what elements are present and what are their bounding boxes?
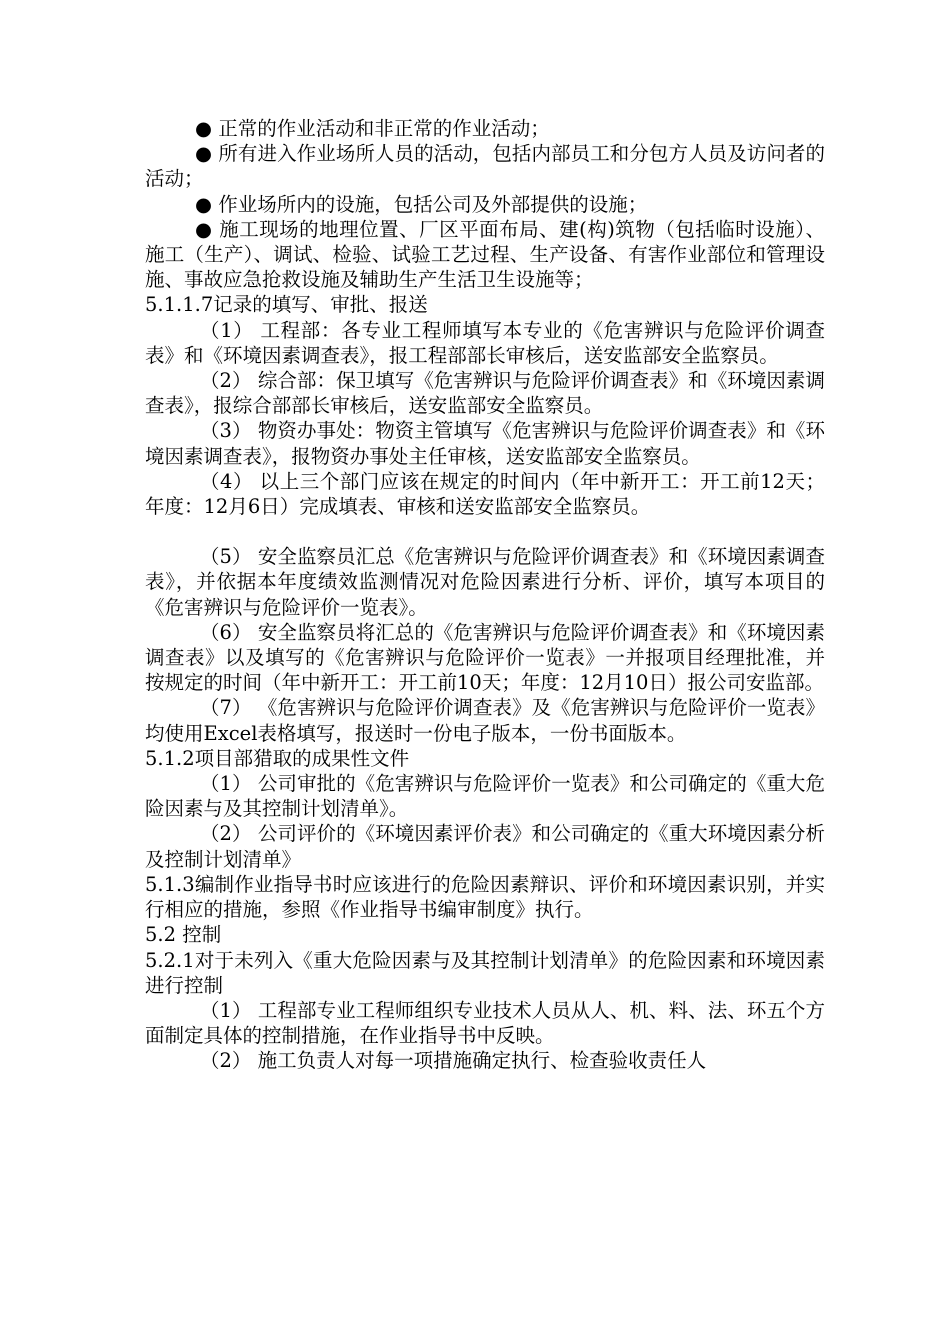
document-body — [145, 116, 825, 1074]
numbered-paragraph: （7） 《危害辨识与危险评价调查表》及《危害辨识与危险评价一览表》均使用Excel表格填写，报送时一份电子版本，一份书面版本。 — [145, 696, 825, 745]
numbered-paragraph: （1） 工程部：各专业工程师填写本专业的《危害辨识与危险评价调查表》和《环境因素调查表》，报工程部部长审核后，送安监部安全监察员。 — [145, 318, 825, 367]
bullet-paragraph: ● 施工现场的地理位置、厂区平面布局、建(构)筑物（包括临时设施）、施工（生产）、调试、检验、试验工艺过程、生产设备、有害作业部位和管理设施、事故应急抢救设施及辅助生产生活卫生设施等； — [145, 217, 825, 292]
bullet-paragraph: ● 所有进入作业场所人员的活动，包括内部员工和分包方人员及访问者的活动； — [145, 142, 825, 191]
bullet-paragraph: ● 作业场所内的设施，包括公司及外部提供的设施； — [195, 192, 648, 216]
numbered-paragraph: （6） 安全监察员将汇总的《危害辨识与危险评价调查表》和《环境因素调查表》以及填写的《危害辨识与危险评价一览表》一并报项目经理批准，并按规定的时间（年中新开工：开工前10天；年度：12月10日）报公司安监部。 — [145, 620, 825, 695]
section-heading: 5.1.1.7记录的填写、审批、报送 — [145, 293, 428, 317]
numbered-paragraph: （1） 工程部专业工程师组织专业技术人员从人、机、料、法、环五个方面制定具体的控制措施，在作业指导书中反映。 — [145, 998, 825, 1048]
section-heading: 5.1.2项目部猎取的成果性文件 — [145, 746, 410, 770]
section-heading: 5.2 控制 — [145, 923, 222, 947]
numbered-paragraph: （3） 物资办事处：物资主管填写《危害辨识与危险评价调查表》和《环境因素调查表》，报物资办事处主任审核，送安监部安全监察员。 — [145, 419, 825, 468]
numbered-paragraph: （2） 施工负责人对每一项措施确定执行、检查验收责任人 — [200, 1049, 707, 1073]
section-heading: 5.2.1对于未列入《重大危险因素与及其控制计划清单》的危险因素和环境因素进行控制 — [145, 948, 825, 997]
bullet-paragraph: ● 正常的作业活动和非正常的作业活动； — [195, 117, 550, 140]
numbered-paragraph: （4） 以上三个部门应该在规定的时间内（年中新开工：开工前12天；年度：12月6日）完成填表、审核和送安监部安全监察员。 — [145, 469, 825, 519]
numbered-paragraph: （2） 综合部：保卫填写《危害辨识与危险评价调查表》和《环境因素调查表》，报综合部部长审核后，送安监部安全监察员。 — [145, 369, 825, 418]
section-heading: 5.1.3编制作业指导书时应该进行的危险因素辩识、评价和环境因素识别，并实行相应的措施，参照《作业指导书编审制度》执行。 — [145, 872, 825, 922]
numbered-paragraph: （2） 公司评价的《环境因素评价表》和公司确定的《重大环境因素分析及控制计划清单》 — [145, 822, 825, 871]
numbered-paragraph: （1） 公司审批的《危害辨识与危险评价一览表》和公司确定的《重大危险因素与及其控制计划清单》。 — [145, 772, 825, 821]
numbered-paragraph: （5） 安全监察员汇总《危害辨识与危险评价调查表》和《环境因素调查表》，并依据本年度绩效监测情况对危险因素进行分析、评价，填写本项目的《危害辨识与危险评价一览表》。 — [145, 545, 825, 619]
